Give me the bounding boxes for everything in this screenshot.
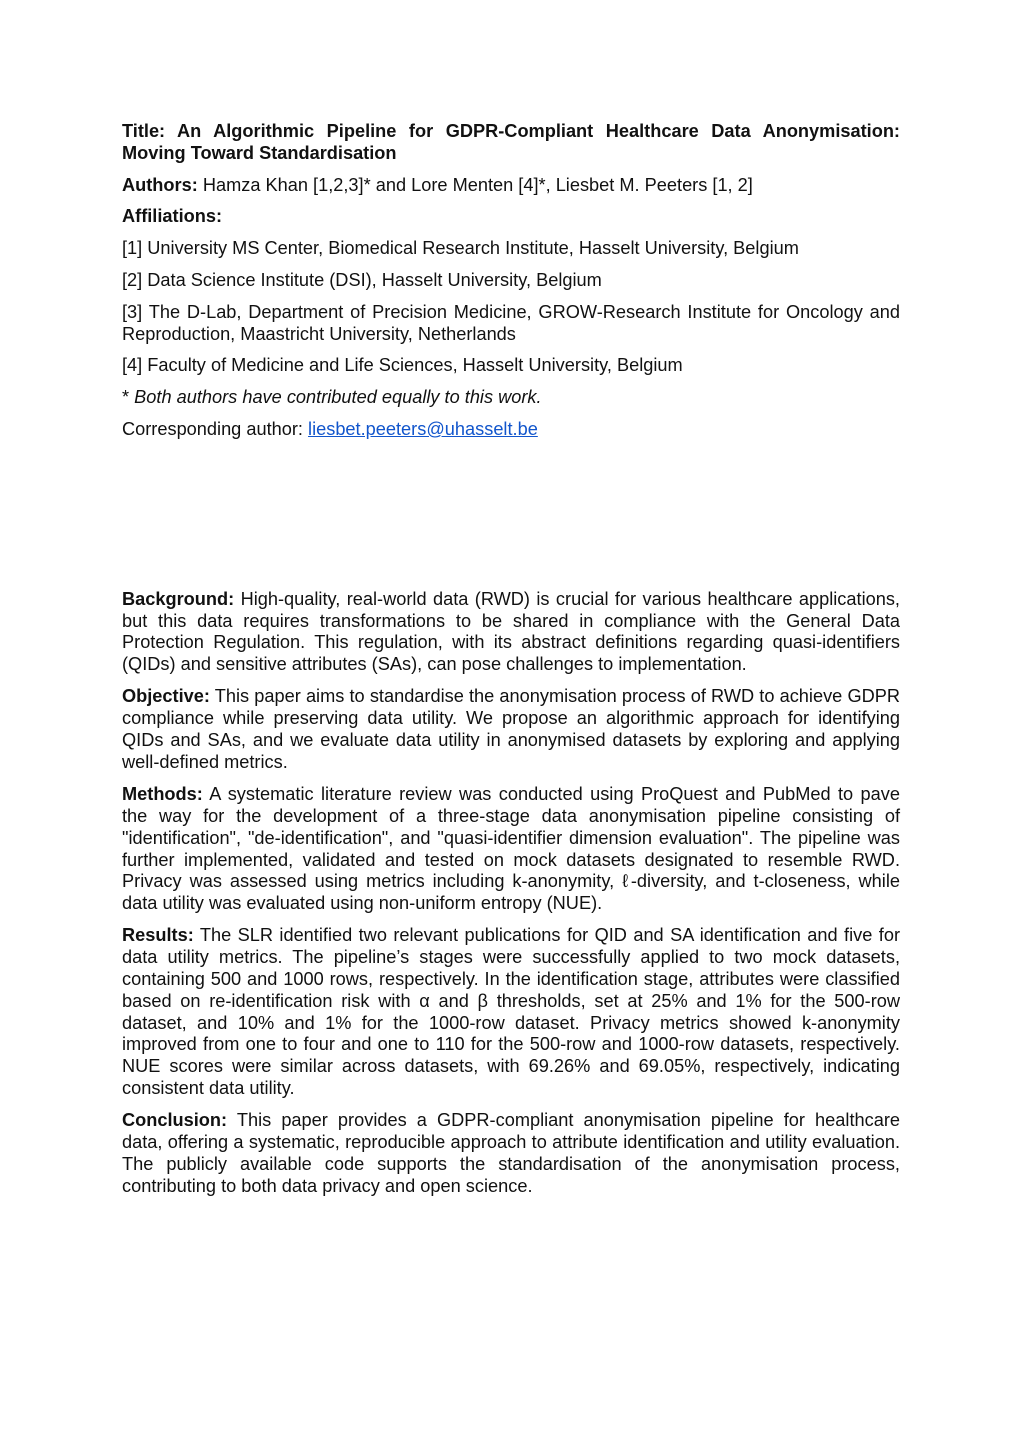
affiliation-1: [1] University MS Center, Biomedical Research Institute, Hasselt University, Belgium xyxy=(122,238,799,259)
authors xyxy=(122,175,900,197)
corresponding-email-link[interactable]: liesbet.peeters@uhasselt.be xyxy=(308,418,538,439)
authors-text: Hamza Khan [1,2,3]* and Lore Menten [4]*, Liesbet M. Peeters [1, 2] xyxy=(202,174,753,195)
methods-text: A systematic literature review was conducted using ProQuest and PubMed to pave the way for the development of a three-stage data anonymisation pipeline consisting of "identification", "de-identification", and "quasi-identifier dimension evaluation". The pipeline was further implemented, validated and tested on mock datasets designated to resemble RWD. Privacy was assessed using metrics including k-anonymity, ℓ-diversity, and t-closeness, while data utility was evaluated using non-uniform entropy (NUE). xyxy=(122,784,900,914)
results-text: The SLR identified two relevant publications for QID and SA identification and five for data utility metrics. The pipeline’s stages were successfully applied to two mock datasets, containing 500 and 1000 rows, respectively. In the identification stage, attributes were classified based on re-identification risk with α and β thresholds, set at 25% and 1% for the 500-row dataset, and 10% and 1% for the 1000-row dataset. Privacy metrics showed k-anonymity improved from one to four and one to 110 for the 500-row and 1000-row datasets, respectively. NUE scores were similar across datasets, with 69.26% and 69.05%, respectively, indicating consistent data utility. xyxy=(122,925,900,1098)
abstract-conclusion xyxy=(122,1110,900,1197)
abstract xyxy=(122,589,900,1198)
results-label: Results: xyxy=(122,925,194,946)
conclusion-text: This paper provides a GDPR-compliant anonymisation pipeline for healthcare data, offering a systematic, reproducible approach to attribute identification and utility evaluation. The publicly available code supports the standardisation of the anonymisation process, contributing to both data privacy and open science. xyxy=(122,1110,900,1196)
affiliations-heading: Affiliations: xyxy=(122,206,223,227)
affiliation-3: [3] The D-Lab, Department of Precision Medicine, GROW-Research Institute for Oncology and Reproduction, Maastricht University, Netherlands xyxy=(122,301,900,344)
title-label: Title: xyxy=(122,121,166,141)
authors-label: Authors: xyxy=(122,174,198,195)
footnote-mark: * xyxy=(122,387,135,408)
abstract-background xyxy=(122,589,900,676)
objective-label: Objective: xyxy=(122,686,210,707)
title-text: An Algorithmic Pipeline for GDPR-Compliant Healthcare Data Anonymisation: Moving Toward Standardisation xyxy=(122,121,900,163)
background-label: Background: xyxy=(122,588,235,609)
equal-contribution-note xyxy=(122,387,900,409)
paper-title xyxy=(122,121,900,165)
corresponding-label: Corresponding author: xyxy=(122,418,309,439)
conclusion-label: Conclusion: xyxy=(122,1110,228,1131)
abstract-objective xyxy=(122,686,900,773)
methods-label: Methods: xyxy=(122,784,203,805)
affiliation-2: [2] Data Science Institute (DSI), Hasselt University, Belgium xyxy=(122,269,602,290)
abstract-results xyxy=(122,925,900,1099)
objective-text: This paper aims to standardise the anonymisation process of RWD to achieve GDPR compliance while preserving data utility. We propose an algorithmic approach for identifying QIDs and SAs, and we evaluate data utility in anonymised datasets by exploring and applying well-defined metrics. xyxy=(122,686,900,772)
background-text: High-quality, real-world data (RWD) is crucial for various healthcare applications, but this data requires transformations to be shared in compliance with the General Data Protection Regulation. This regulation, with its abstract definitions regarding quasi-identifiers (QIDs) and sensitive attributes (SAs), can pose challenges to implementation. xyxy=(122,588,900,675)
abstract-methods xyxy=(122,784,900,915)
corresponding-author xyxy=(122,419,900,441)
paper-page xyxy=(122,121,900,1208)
spacer xyxy=(122,451,900,589)
footnote-text: Both authors have contributed equally to this work. xyxy=(134,387,542,408)
affiliation-4: [4] Faculty of Medicine and Life Sciences, Hasselt University, Belgium xyxy=(122,355,683,376)
